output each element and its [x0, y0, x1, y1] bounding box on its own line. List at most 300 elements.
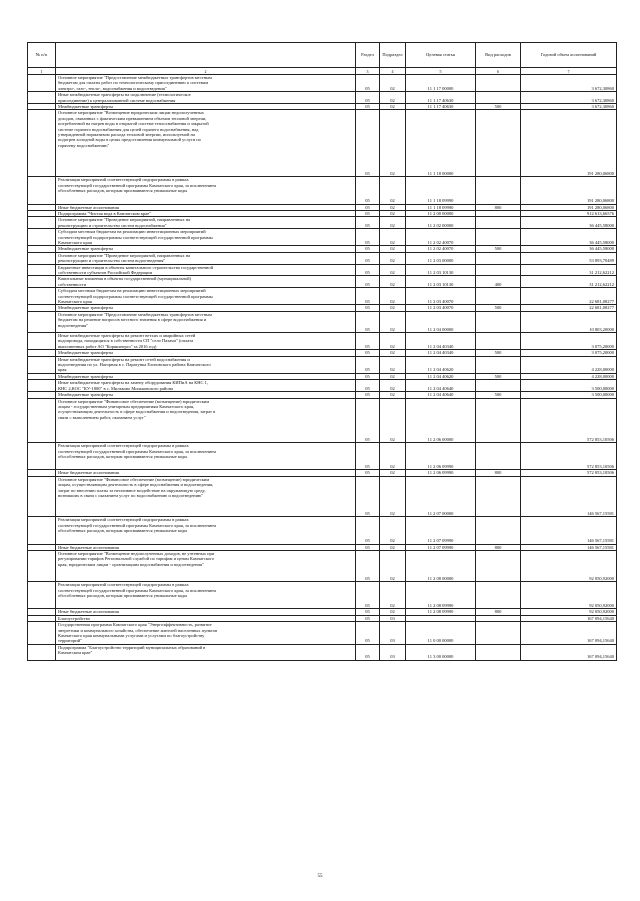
row-amount-cell: 31 212,62212	[521, 276, 617, 288]
column-number: 4	[380, 68, 406, 75]
row-name-line: водоотведения по ул. Нагорная в с. Паратунка Елизовского района Камчатского	[58, 362, 211, 368]
row-razdel-cell: 05	[356, 582, 380, 609]
row-name-line: обособленных расходов, которым присваиваются уникальные коды	[58, 593, 188, 599]
row-expense-type-cell	[476, 551, 521, 582]
row-podrazdel-cell: 02	[380, 252, 406, 264]
row-name-line: Межбюджетные трансферты	[58, 350, 114, 356]
row-podrazdel-cell: 02	[380, 104, 406, 110]
row-target-article-cell: 11 3 00 00000	[406, 644, 476, 660]
row-name-cell	[56, 398, 356, 443]
row-razdel-cell: 05	[356, 392, 380, 398]
row-name-cell	[56, 443, 356, 470]
row-target-article-cell: 11 2 02 00000	[406, 217, 476, 229]
table-row	[28, 582, 617, 609]
row-razdel-cell: 05	[356, 356, 380, 373]
row-expense-type-cell	[476, 356, 521, 373]
column-number: 3	[356, 68, 380, 75]
header-razdel: Раздел	[356, 43, 380, 68]
row-podrazdel-cell: 03	[380, 644, 406, 660]
row-name-cell	[56, 622, 356, 645]
row-amount-cell: 167 094,15640	[521, 644, 617, 660]
row-target-article-cell: 11 2 04 40340	[406, 333, 476, 350]
row-name-line: соответствующей государственной программы Камчатского края, за исключением	[58, 522, 216, 528]
table-row	[28, 333, 617, 350]
row-podrazdel-cell: 03	[380, 615, 406, 621]
row-name-line: осуществляющим деятельность в сфере водоснабжения и водоотведения, затрат в	[58, 409, 216, 415]
row-name-cell	[56, 264, 356, 276]
row-name-line: подогрев холодной воды в целях предоставления коммунальной услуги по	[58, 137, 201, 143]
row-podrazdel-cell: 02	[380, 217, 406, 229]
row-expense-type-cell	[476, 92, 521, 104]
table-row	[28, 644, 617, 660]
row-name-cell	[56, 476, 356, 517]
row-name-cell	[56, 217, 356, 229]
header-name	[56, 43, 356, 68]
row-number-cell	[28, 333, 56, 350]
row-name-line: присоединение) к централизованной системе водоснабжения	[58, 97, 176, 103]
row-razdel-cell: 05	[356, 350, 380, 356]
row-podrazdel-cell: 02	[380, 264, 406, 276]
row-number-cell	[28, 177, 56, 204]
table-row	[28, 252, 617, 264]
row-razdel-cell: 05	[356, 615, 380, 621]
header-row	[28, 43, 617, 68]
row-name-line: собственности	[58, 281, 87, 287]
row-name-line: системе горячего водоснабжения для целей горячего водоснабжения, над	[58, 126, 199, 132]
row-podrazdel-cell: 02	[380, 305, 406, 311]
row-name-line: Основное мероприятие "Возмещение недополученных доходов, не учтенных при	[58, 551, 215, 556]
row-name-line: лицам - государственным унитарным предприятиям Камчатского края,	[58, 403, 195, 409]
row-expense-type-cell	[476, 177, 521, 204]
row-amount-cell: 92 050,92000	[521, 609, 617, 615]
row-name-line: Бюджетные инвестиции в объекты капитального строительства государственной	[58, 264, 213, 270]
row-podrazdel-cell: 02	[380, 204, 406, 210]
row-expense-type-cell	[476, 288, 521, 305]
row-expense-type-cell: 400	[476, 276, 521, 288]
budget-table	[27, 42, 617, 661]
row-expense-type-cell	[476, 476, 521, 517]
header-target-article: Целевая статья	[406, 43, 476, 68]
row-amount-cell: 191 280,06800	[521, 110, 617, 177]
row-expense-type-cell	[476, 75, 521, 92]
row-razdel-cell: 05	[356, 644, 380, 660]
row-podrazdel-cell: 02	[380, 75, 406, 92]
row-target-article-cell: 11 2 03 00000	[406, 252, 476, 264]
row-name-line: Межбюджетные трансферты	[58, 373, 114, 379]
row-name-line: Благоустройство	[58, 615, 91, 621]
row-razdel-cell: 05	[356, 609, 380, 615]
row-target-article-cell: 11 2 04 00000	[406, 311, 476, 332]
row-target-article-cell: 11 1 17 00000	[406, 75, 476, 92]
table-row	[28, 380, 617, 392]
row-name-cell	[56, 517, 356, 544]
table-row	[28, 75, 617, 92]
row-name-cell	[56, 92, 356, 104]
row-name-line: соответствующей подпрограммы соответствующей государственной программы	[58, 234, 213, 240]
row-expense-type-cell	[476, 398, 521, 443]
table-row	[28, 229, 617, 246]
row-name-line: Иные межбюджетные трансферты на подключение (технологическое	[58, 92, 191, 98]
row-amount-cell: 4 228,00000	[521, 373, 617, 379]
row-number-cell	[28, 398, 56, 443]
row-podrazdel-cell: 02	[380, 276, 406, 288]
row-podrazdel-cell: 02	[380, 373, 406, 379]
row-expense-type-cell: 800	[476, 609, 521, 615]
row-podrazdel-cell: 02	[380, 92, 406, 104]
row-number-cell	[28, 276, 56, 288]
table-row	[28, 276, 617, 288]
row-amount-cell: 146 567,15581	[521, 544, 617, 550]
row-target-article-cell: 11 2 07 09990	[406, 544, 476, 550]
row-amount-cell: 3 672,30860	[521, 75, 617, 92]
row-name-line: регулировании тарифов Региональной службой по тарифам и ценам Камчатского	[58, 556, 215, 562]
row-razdel-cell: 05	[356, 75, 380, 92]
row-name-line: выполненных работ АО "Корякэнерго" за 2016 год)	[58, 343, 157, 349]
row-name-line: соответствующей подпрограммы соответствующей государственной программы	[58, 293, 213, 299]
row-name-line: Основное мероприятие "Предоставление межбюджетных трансфертов местным	[58, 311, 212, 317]
row-name-cell	[56, 75, 356, 92]
table-row	[28, 551, 617, 582]
row-expense-type-cell	[476, 311, 521, 332]
table-row	[28, 398, 617, 443]
row-name-line: водопровода, находящихся в собственности СП "село Пахачи" (оплата	[58, 338, 194, 344]
row-amount-cell: 572 853,10506	[521, 398, 617, 443]
row-razdel-cell: 05	[356, 276, 380, 288]
row-number-cell	[28, 229, 56, 246]
row-name-cell	[56, 177, 356, 204]
row-number-cell	[28, 582, 56, 609]
table-row	[28, 443, 617, 470]
row-expense-type-cell	[476, 443, 521, 470]
row-expense-type-cell: 500	[476, 104, 521, 110]
row-name-cell	[56, 288, 356, 305]
row-name-line: Иные бюджетные ассигнования	[58, 544, 119, 550]
row-razdel-cell: 05	[356, 305, 380, 311]
row-amount-cell: 572 853,10506	[521, 443, 617, 470]
row-amount-cell: 3 075,20000	[521, 333, 617, 350]
row-razdel-cell: 05	[356, 210, 380, 216]
row-razdel-cell: 05	[356, 177, 380, 204]
row-name-cell	[56, 311, 356, 332]
row-amount-cell: 4 228,00000	[521, 356, 617, 373]
table-row	[28, 217, 617, 229]
row-razdel-cell: 05	[356, 311, 380, 332]
row-target-article-cell: 11 1 18 09990	[406, 204, 476, 210]
row-expense-type-cell: 500	[476, 305, 521, 311]
row-name-line: Основное мероприятие "Возмещение юридическим лицам недополученных	[58, 110, 204, 116]
row-name-line: Камчатского края коммунальными услугами и услугами по благоустройству	[58, 633, 205, 639]
row-podrazdel-cell: 02	[380, 333, 406, 350]
budget-sheet	[27, 42, 616, 661]
row-podrazdel-cell: 02	[380, 582, 406, 609]
row-amount-cell: 191 280,06800	[521, 177, 617, 204]
row-amount-cell: 3 672,30860	[521, 92, 617, 104]
row-target-article-cell: 11 2 04 40640	[406, 392, 476, 398]
row-name-line: Реализация мероприятий соответствующей подпрограммы в рамках	[58, 582, 189, 588]
row-podrazdel-cell: 02	[380, 380, 406, 392]
row-amount-cell: 3 500,00000	[521, 392, 617, 398]
row-name-line: Иные межбюджетные трансферты на ремонт сетей водоснабжения и	[58, 356, 190, 362]
row-amount-cell: 3 500,00000	[521, 380, 617, 392]
table-body	[28, 75, 617, 661]
table-row	[28, 264, 617, 276]
row-podrazdel-cell: 02	[380, 229, 406, 246]
row-expense-type-cell: 500	[476, 350, 521, 356]
header-annual-amount: Годовой объем ассигнований	[521, 43, 617, 68]
row-name-line: Камчатском крае"	[58, 650, 93, 656]
row-podrazdel-cell: 02	[380, 392, 406, 398]
row-amount-cell: 36 445,58000	[521, 217, 617, 229]
row-expense-type-cell	[476, 252, 521, 264]
row-razdel-cell: 05	[356, 476, 380, 517]
row-target-article-cell: 11 2 04 40620	[406, 356, 476, 373]
row-target-article-cell: 11 2 02 40070	[406, 229, 476, 246]
row-number-cell	[28, 311, 56, 332]
row-number-cell	[28, 252, 56, 264]
row-amount-cell: 22 681,08277	[521, 288, 617, 305]
row-name-line: КНС 2,КОС "КУ-1800" в с. Мильково Мильковского района	[58, 385, 173, 391]
row-name-line: Межбюджетные трансферты	[58, 305, 114, 311]
row-target-article-cell: 11 2 06 09990	[406, 443, 476, 470]
row-name-line: Межбюджетные трансферты	[58, 246, 114, 252]
row-number-cell	[28, 380, 56, 392]
row-expense-type-cell	[476, 110, 521, 177]
row-amount-cell: 10 803,20000	[521, 311, 617, 332]
row-number-cell	[28, 75, 56, 92]
row-number-cell	[28, 110, 56, 177]
row-podrazdel-cell: 02	[380, 470, 406, 476]
row-amount-cell: 92 050,92000	[521, 582, 617, 609]
row-name-cell	[56, 644, 356, 660]
table-row	[28, 110, 617, 177]
row-amount-cell: 22 681,08277	[521, 305, 617, 311]
row-name-cell	[56, 333, 356, 350]
table-row	[28, 476, 617, 517]
row-razdel-cell: 05	[356, 470, 380, 476]
row-amount-cell: 36 445,58000	[521, 229, 617, 246]
table-row	[28, 356, 617, 373]
row-expense-type-cell	[476, 264, 521, 276]
row-podrazdel-cell: 02	[380, 398, 406, 443]
row-number-cell	[28, 476, 56, 517]
row-podrazdel-cell: 02	[380, 517, 406, 544]
row-name-line: электро-, газо-, тепло-, водоснабжения и водоотведения"	[58, 85, 167, 91]
row-podrazdel-cell: 03	[380, 622, 406, 645]
row-podrazdel-cell: 02	[380, 350, 406, 356]
row-razdel-cell: 05	[356, 252, 380, 264]
row-number-cell	[28, 644, 56, 660]
row-name-line: Подпрограмма "Благоустройство территорий муниципальных образований в	[58, 644, 206, 650]
row-expense-type-cell: 800	[476, 544, 521, 550]
row-target-article-cell: 11 2 02 40070	[406, 246, 476, 252]
row-name-line: возникших в связи с оказанием услуг по водоснабжению и водоотведению"	[58, 492, 204, 498]
row-name-line: Иные бюджетные ассигнования	[58, 204, 119, 210]
row-amount-cell: 146 567,15581	[521, 476, 617, 517]
column-number-row	[28, 68, 617, 75]
row-name-cell	[56, 582, 356, 609]
row-amount-cell: 36 445,58000	[521, 246, 617, 252]
row-number-cell	[28, 92, 56, 104]
row-razdel-cell: 05	[356, 92, 380, 104]
row-target-article-cell: 11 2 06 00000	[406, 398, 476, 443]
row-podrazdel-cell: 02	[380, 476, 406, 517]
row-name-cell	[56, 380, 356, 392]
row-expense-type-cell	[476, 582, 521, 609]
row-podrazdel-cell: 02	[380, 177, 406, 204]
row-target-article-cell: 11 2 03 40070	[406, 305, 476, 311]
row-name-line: лицам, осуществляющим деятельность в сфере водоснабжения и водоотведения,	[58, 482, 214, 488]
row-number-cell	[28, 264, 56, 276]
row-name-line: бюджетам на решение вопросов местного значения в сфере водоснабжения и	[58, 317, 207, 323]
row-razdel-cell: 05	[356, 380, 380, 392]
row-razdel-cell: 05	[356, 398, 380, 443]
row-podrazdel-cell: 02	[380, 246, 406, 252]
row-target-article-cell: 11 2 06 09990	[406, 470, 476, 476]
row-number-cell	[28, 356, 56, 373]
row-podrazdel-cell: 02	[380, 544, 406, 550]
row-name-line: обособленных расходов, которым присваиваются уникальные коды	[58, 528, 188, 534]
row-razdel-cell: 05	[356, 288, 380, 305]
row-podrazdel-cell: 02	[380, 288, 406, 305]
row-name-line: Иные бюджетные ассигнования	[58, 609, 119, 615]
row-podrazdel-cell: 02	[380, 356, 406, 373]
row-name-line: Субсидии местным бюджетам на реализацию инвестиционных мероприятий	[58, 288, 206, 294]
row-name-line: Межбюджетные трансферты	[58, 392, 114, 398]
row-number-cell	[28, 551, 56, 582]
row-name-line: края	[58, 367, 67, 373]
row-amount-cell: 167 094,15640	[521, 615, 617, 621]
header-no: № п/п	[28, 43, 56, 68]
row-expense-type-cell: 800	[476, 204, 521, 210]
row-amount-cell: 3 672,30860	[521, 104, 617, 110]
row-name-line: Основное мероприятие "Финансовое обеспечение (возмещение) юридическим	[58, 398, 210, 404]
row-name-line: горячему водоснабжению"	[58, 142, 110, 148]
row-name-line: реконструкцию и строительство систем водоотведения"	[58, 258, 166, 264]
row-amount-cell: 146 567,15581	[521, 517, 617, 544]
row-razdel-cell: 05	[356, 264, 380, 276]
row-name-line: утвержденной нормативом расхода тепловой энергии, используемой на	[58, 132, 195, 138]
row-number-cell	[28, 288, 56, 305]
row-podrazdel-cell: 02	[380, 311, 406, 332]
row-name-line: Реализация мероприятий соответствующей подпрограммы в рамках	[58, 443, 189, 449]
row-amount-cell: 92 050,92000	[521, 551, 617, 582]
row-razdel-cell: 05	[356, 104, 380, 110]
row-target-article-cell: 11 2 00 00000	[406, 210, 476, 216]
row-podrazdel-cell: 02	[380, 443, 406, 470]
row-name-cell	[56, 356, 356, 373]
row-number-cell	[28, 517, 56, 544]
row-number-cell	[28, 217, 56, 229]
column-number: 1	[28, 68, 56, 75]
row-name-line: Государственная программа Камчатского края "Энергоэффективность, развитие	[58, 622, 212, 628]
row-expense-type-cell: 500	[476, 246, 521, 252]
row-razdel-cell: 05	[356, 333, 380, 350]
row-name-cell	[56, 276, 356, 288]
row-expense-type-cell	[476, 333, 521, 350]
row-target-article-cell: 11 1 17 40630	[406, 92, 476, 104]
row-name-line: потребленной на нагрев воды в открытой системе теплоснабжения и закрытой	[58, 121, 209, 127]
row-razdel-cell: 05	[356, 517, 380, 544]
row-expense-type-cell	[476, 217, 521, 229]
row-amount-cell: 3 075,20000	[521, 350, 617, 356]
row-name-line: энергетики и коммунального хозяйства, обеспечение жителей населенных пунктов	[58, 627, 218, 633]
row-razdel-cell: 05	[356, 217, 380, 229]
row-expense-type-cell: 500	[476, 373, 521, 379]
row-name-line: соответствующей государственной программы Камчатского края, за исключением	[58, 587, 216, 593]
row-target-article-cell: 11 2 07 00000	[406, 476, 476, 517]
row-target-article-cell: 11 1 18 09990	[406, 177, 476, 204]
row-target-article-cell: 11 2 08 09990	[406, 609, 476, 615]
row-name-line: Подпрограмма "Чистая вода в Камчатском крае"	[58, 210, 152, 216]
row-razdel-cell: 05	[356, 110, 380, 177]
row-expense-type-cell: 500	[476, 392, 521, 398]
row-name-line: Камчатского края	[58, 299, 92, 304]
row-name-cell	[56, 551, 356, 582]
row-amount-cell: 31 212,62212	[521, 264, 617, 276]
row-name-line: Реализация мероприятий соответствующей подпрограммы в рамках	[58, 517, 189, 523]
row-target-article-cell: 11 1 17 40630	[406, 104, 476, 110]
row-name-line: Основное мероприятие "Финансовое обеспечение (возмещение) юридическим	[58, 476, 210, 482]
column-number: 2	[56, 68, 356, 75]
row-razdel-cell: 05	[356, 373, 380, 379]
table-row	[28, 311, 617, 332]
row-name-line: реконструкцию и строительство систем водоснабжения"	[58, 222, 167, 228]
row-target-article-cell: 11 2 08 00000	[406, 551, 476, 582]
row-name-line: Основное мероприятие "Проведение мероприятий, направленных на	[58, 252, 191, 258]
row-name-line: Капитальные вложения в объекты государственной (муниципальной)	[58, 276, 192, 282]
row-razdel-cell: 05	[356, 443, 380, 470]
row-name-line: Основное мероприятие "Проведение мероприятий, направленных на	[58, 217, 191, 223]
header-podrazdel: Подраздел	[380, 43, 406, 68]
row-target-article-cell: 11 2 03 40070	[406, 288, 476, 305]
row-amount-cell: 572 853,10506	[521, 470, 617, 476]
row-name-line: обособленных расходов, которым присваиваются уникальные коды	[58, 188, 188, 194]
row-razdel-cell: 05	[356, 544, 380, 550]
row-target-article-cell: 11 2 03 10130	[406, 276, 476, 288]
row-razdel-cell: 05	[356, 204, 380, 210]
column-number: 7	[521, 68, 617, 75]
row-amount-cell: 912 613,66576	[521, 210, 617, 216]
row-name-line: Реализация мероприятий соответствующей подпрограммы в рамках	[58, 177, 189, 183]
row-name-line: Иные межбюджетные трансферты на ремонт ветхих и аварийных сетей	[58, 333, 196, 339]
row-name-line: затрат по внесению платы за негативное воздействие на окружающую среду,	[58, 487, 206, 493]
row-target-article-cell: 11 2 03 10130	[406, 264, 476, 276]
row-name-line: обособленных расходов, которым присваиваются уникальные коды	[58, 453, 188, 459]
row-expense-type-cell	[476, 380, 521, 392]
row-name-line: Субсидии местным бюджетам на реализацию инвестиционных мероприятий	[58, 229, 206, 235]
row-target-article-cell: 11 2 04 40620	[406, 373, 476, 379]
row-target-article-cell: 11 1 18 00000	[406, 110, 476, 177]
row-razdel-cell: 05	[356, 551, 380, 582]
row-name-cell	[56, 252, 356, 264]
header-expense-type: Вид расходов	[476, 43, 521, 68]
row-amount-cell: 191 280,06800	[521, 204, 617, 210]
row-expense-type-cell	[476, 644, 521, 660]
row-name-line: доходов, связанных с фактическим превышением объемов тепловой энергии,	[58, 115, 207, 121]
row-target-article-cell: 11 2 07 09990	[406, 517, 476, 544]
row-name-line: Иные бюджетные ассигнования	[58, 470, 119, 476]
row-podrazdel-cell: 02	[380, 210, 406, 216]
row-target-article-cell: 11 2 04 40340	[406, 350, 476, 356]
row-name-cell	[56, 110, 356, 177]
row-razdel-cell: 05	[356, 229, 380, 246]
row-name-line: водоотведения"	[58, 322, 88, 328]
row-name-line: собственности субъектов Российской Федерации	[58, 269, 152, 275]
row-name-line: соответствующей государственной программы Камчатского края, за исключением	[58, 448, 216, 454]
table-row	[28, 92, 617, 104]
column-number: 5	[406, 68, 476, 75]
row-name-cell	[56, 229, 356, 246]
